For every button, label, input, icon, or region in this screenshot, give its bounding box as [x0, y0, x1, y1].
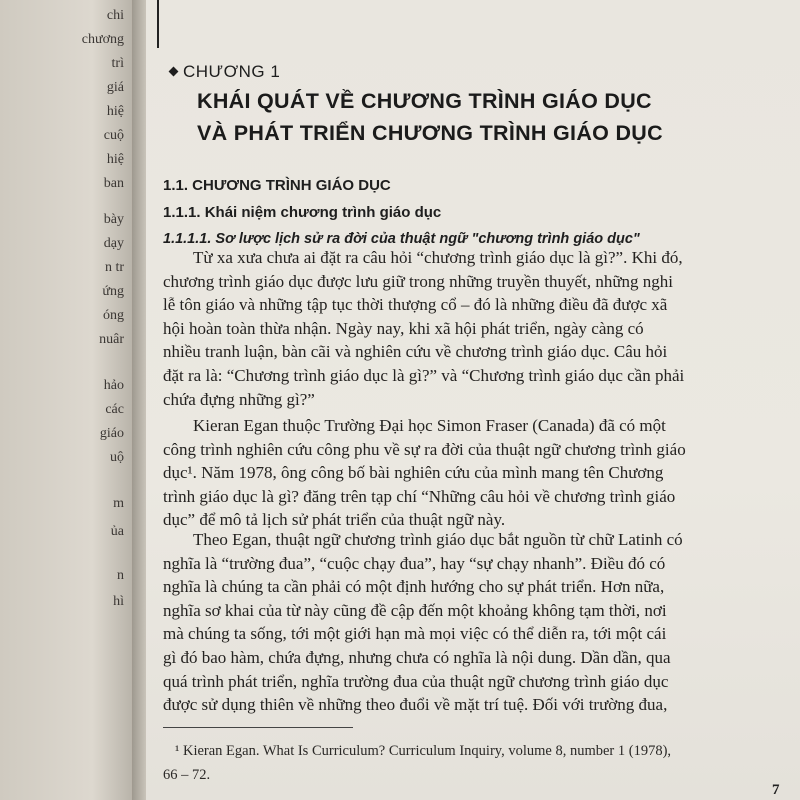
- footnote-line: 66 – 72.: [163, 767, 211, 783]
- text-line: gì đó bao hàm, chứa đựng, nhưng chưa có nghĩa là nội dung. Dần dần, qua: [163, 647, 671, 667]
- text-line: đặt ra là: “Chương trình giáo dục là gì?” và “Chương trình giáo dục cần phải: [163, 365, 685, 385]
- page-number: 7: [772, 782, 780, 798]
- chapter-title-line: KHÁI QUÁT VỀ CHƯƠNG TRÌNH GIÁO DỤC: [197, 89, 652, 113]
- margin-fragment: óng: [103, 308, 124, 323]
- margin-fragment: m: [113, 496, 124, 511]
- text-line: Theo Egan, thuật ngữ chương trình giáo dục bắt nguồn từ chữ Latinh có: [193, 530, 683, 549]
- footnote: [163, 739, 723, 787]
- margin-fragment: ứng: [102, 284, 124, 299]
- diamond-bullet-icon: [169, 67, 179, 77]
- text-line: trình giáo dục là gì? đăng trên tạp chí “Những câu hỏi về chương trình giáo: [163, 486, 676, 506]
- text-line: chương trình giáo dục được lưu giữ trong những truyền thuyết, những nghi: [163, 271, 673, 291]
- margin-fragment: hì: [113, 594, 124, 609]
- text-line: nghĩa sơ khai của từ này cũng đề cập đến một khoảng không tạm thời, nơi: [163, 600, 667, 620]
- text-line: Từ xa xưa chưa ai đặt ra câu hỏi “chương trình giáo dục là gì?”. Khi đó,: [193, 248, 683, 267]
- text-line: công trình nghiên cứu công phu về sự ra đời của thuật ngữ chương trình giáo: [163, 439, 686, 459]
- margin-fragment: n tr: [104, 260, 124, 275]
- margin-fragment: giáo: [99, 426, 124, 441]
- footnote-rule: [163, 727, 353, 728]
- text-line: dục¹. Năm 1978, ông công bố bài nghiên cứu của mình mang tên Chương: [163, 463, 664, 483]
- text-line: quá trình phát triển, nghĩa trường đua của thuật ngữ chương trình giáo dục: [163, 671, 669, 691]
- footnote-line: ¹ Kieran Egan. What Is Curriculum? Curriculum Inquiry, volume 8, number 1 (1978),: [175, 743, 672, 759]
- margin-fragment: hảo: [103, 378, 124, 393]
- book-gutter: [132, 0, 146, 800]
- section-heading: 1.1. CHƯƠNG TRÌNH GIÁO DỤC: [163, 177, 391, 194]
- margin-fragment: giá: [106, 80, 124, 95]
- subsection-heading: 1.1.1. Khái niệm chương trình giáo dục: [163, 204, 442, 221]
- text-line: nghĩa là “trường đua”, “cuộc chạy đua”, hay “sự chạy nhanh”. Điều đó có: [163, 553, 666, 573]
- subsubsection-heading: 1.1.1.1. Sơ lược lịch sử ra đời của thuật ngữ "chương trình giáo dục": [163, 231, 640, 247]
- margin-fragment: n: [117, 568, 124, 583]
- text-line: Kieran Egan thuộc Trường Đại học Simon Fraser (Canada) đã có một: [193, 416, 666, 435]
- text-line: nhiều tranh luận, bàn cãi và nghiên cứu về chương trình giáo dục. Câu hỏi: [163, 342, 668, 362]
- margin-fragment: chương: [81, 32, 124, 47]
- margin-fragment: chi: [106, 8, 124, 23]
- text-line: mà chúng ta sống, tới một giới hạn mà mọi việc có thể diễn ra, tới một cái: [163, 624, 667, 644]
- text-line: lễ tôn giáo và những tập tục thời thượng cổ – đó là những điều đã được xã: [163, 295, 668, 315]
- text-line: được sử dụng thiên về những theo đuổi về mặt trí tuệ. Đối với trường đua,: [163, 695, 668, 715]
- margin-fragment: cuộ: [103, 128, 124, 143]
- paragraph-2: [163, 414, 703, 532]
- margin-fragment: bày: [103, 212, 124, 227]
- chapter-rule: [157, 0, 159, 48]
- margin-fragment: hiệ: [106, 152, 124, 167]
- text-line: hội hoàn toàn thừa nhận. Ngày nay, khi xã hội phát triển, ngày càng có: [163, 318, 644, 338]
- text-line: chứa đựng những gì?”: [163, 389, 315, 409]
- left-page-edge: [0, 0, 132, 800]
- text-line: dục” để mô tả lịch sử phát triển của thuật ngữ này.: [163, 510, 506, 530]
- margin-fragment: ban: [103, 176, 124, 191]
- margin-fragment: các: [105, 402, 124, 417]
- chapter-label: [170, 62, 280, 82]
- margin-fragment: hiệ: [106, 104, 124, 119]
- chapter-label-text: CHƯƠNG 1: [183, 62, 281, 81]
- margin-fragment: uộ: [110, 450, 124, 465]
- margin-fragment: trì: [111, 56, 124, 71]
- paragraph-3: [163, 528, 703, 717]
- margin-fragment: nuâr: [99, 332, 124, 347]
- margin-fragment: dạy: [103, 236, 124, 251]
- paragraph-1: [163, 246, 703, 411]
- chapter-title-line: VÀ PHÁT TRIỂN CHƯƠNG TRÌNH GIÁO DỤC: [197, 121, 663, 145]
- chapter-title: [197, 85, 737, 149]
- text-line: nghĩa là chúng ta cần phải có một định hướng cho sự phát triển. Hơn nữa,: [163, 577, 665, 597]
- margin-fragment: ủa: [110, 524, 124, 539]
